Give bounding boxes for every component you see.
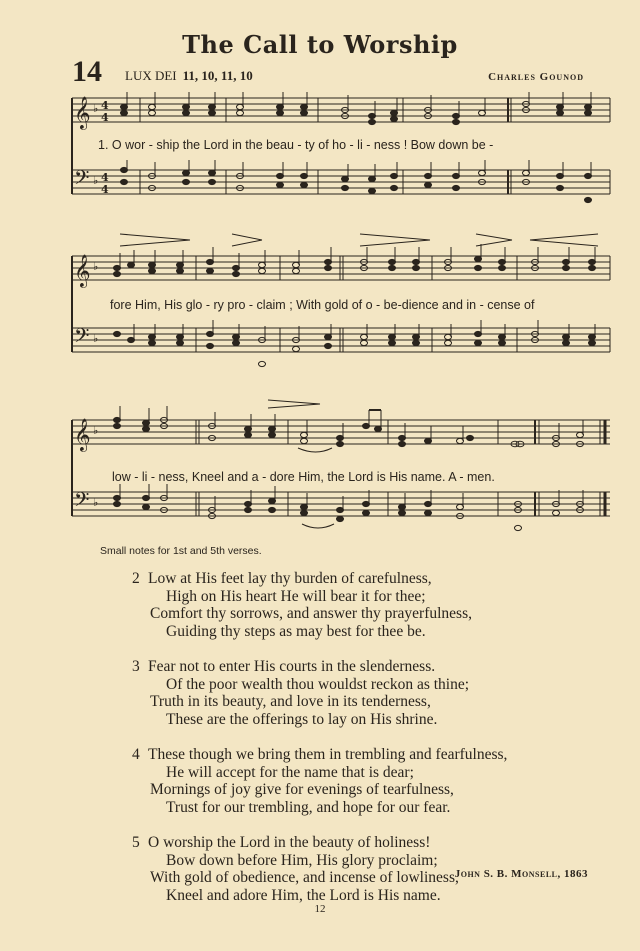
stanza-line: Kneel and adore Him, the Lord is His name. <box>166 886 441 904</box>
stanza-line: Fear not to enter His courts in the slenderness. <box>148 658 436 675</box>
svg-text:𝄢: 𝄢 <box>74 166 90 194</box>
stanza-line: With gold of obedience, and incense of lowliness, <box>150 869 459 886</box>
hymn-number: 14 <box>72 55 102 88</box>
svg-text:4: 4 <box>101 99 109 112</box>
lyrics-system-1: 1. O wor - ship the Lord in the beau - ty of ho - li - ness ! Bow down be - <box>98 138 494 152</box>
stanza-number: 2 <box>132 570 140 587</box>
svg-text:♭: ♭ <box>93 174 99 187</box>
svg-text:♭: ♭ <box>93 496 99 509</box>
svg-text:𝄢: 𝄢 <box>74 488 90 516</box>
stanza-number: 4 <box>132 746 140 763</box>
music-system-1 <box>0 92 640 217</box>
stanza-3 <box>132 658 592 728</box>
svg-text:𝄞: 𝄞 <box>74 254 91 287</box>
music-footnote: Small notes for 1st and 5th verses. <box>100 545 262 557</box>
svg-text:𝄞: 𝄞 <box>74 96 91 129</box>
svg-text:♭: ♭ <box>93 260 99 273</box>
svg-text:4: 4 <box>101 183 109 196</box>
stanza-line: Guiding thy steps as may best for thee be. <box>166 622 426 640</box>
section-title: The Call to Worship <box>182 30 458 59</box>
stanza-number: 5 <box>132 834 140 851</box>
svg-text:𝄞: 𝄞 <box>74 418 91 451</box>
author-credit: John S. B. Monsell, 1863 <box>454 868 588 880</box>
stanza-line: High on His heart He will bear it for thee; <box>166 587 426 605</box>
lyrics-system-2: fore Him, His glo - ry pro - claim ; With gold of o - be-dience and in - cense of <box>110 298 535 312</box>
stanza-line: Truth in its beauty, and love in its tenderness, <box>150 693 431 710</box>
lyrics-system-3: low - li - ness, Kneel and a - dore Him, the Lord is His name. A - men. <box>112 470 495 484</box>
stanza-line: Of the poor wealth thou wouldst reckon as thine; <box>166 675 470 693</box>
tune-info <box>125 68 253 84</box>
stanza-2 <box>132 570 592 640</box>
svg-text:♭: ♭ <box>93 332 99 345</box>
svg-text:♭: ♭ <box>93 424 99 437</box>
stanza-line: Bow down before Him, His glory proclaim; <box>166 851 438 869</box>
stanza-line: These though we bring them in trembling and fearfulness, <box>148 746 508 763</box>
stanza-line: Comfort thy sorrows, and answer thy prayerfulness, <box>150 605 472 622</box>
stanza-line: He will accept for the name that is dear; <box>166 763 414 781</box>
stanza-number: 3 <box>132 658 140 675</box>
svg-text:4: 4 <box>101 171 109 184</box>
composer: Charles Gounod <box>488 71 584 83</box>
stanza-line: Trust for our trembling, and hope for our fear. <box>166 798 451 816</box>
page-number: 12 <box>314 903 326 915</box>
stanza-line: O worship the Lord in the beauty of holiness! <box>148 834 431 851</box>
stanza-line: Mornings of joy give for evenings of tearfulness, <box>150 781 454 798</box>
svg-text:♭: ♭ <box>93 102 99 115</box>
stanza-4 <box>132 746 592 816</box>
svg-text:4: 4 <box>101 111 109 124</box>
stanza-line: These are the offerings to lay on His shrine. <box>166 710 438 728</box>
svg-text:𝄢: 𝄢 <box>74 324 90 352</box>
tune-meter: 11, 10, 11, 10 <box>182 68 253 83</box>
stanza-line: Low at His feet lay thy burden of carefulness, <box>148 570 432 587</box>
tune-name: LUX DEI <box>125 68 177 83</box>
